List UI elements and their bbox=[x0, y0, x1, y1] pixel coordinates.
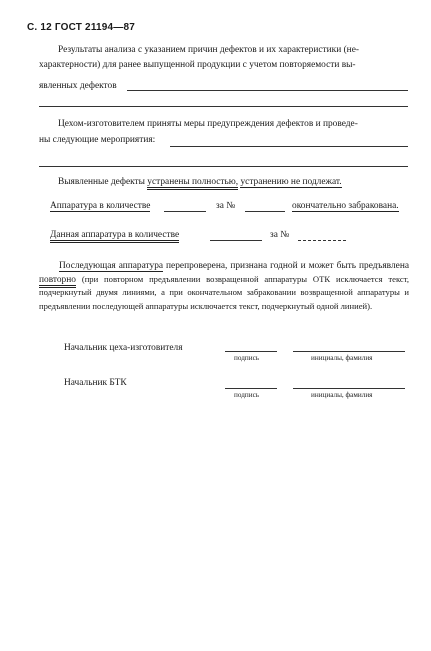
given-qty-field bbox=[210, 240, 262, 241]
subsequent-text-2: (при повторном предъявлении возвращенной аппаратуры ОТК исключается текст, подчеркнутый двумя линиями, а при окончательном забраковании возвращенной аппаратуры и предъявлении последующей аппаратуры исключается текст, подчеркнутый одной линией). bbox=[39, 273, 409, 311]
subsequent-underlined: Последующая аппаратура bbox=[59, 261, 164, 271]
results-line-3: явленных дефектов bbox=[39, 81, 117, 91]
defects-line bbox=[58, 176, 342, 189]
rejected-text-3: окончательно забракована. bbox=[292, 201, 399, 211]
rejected-text-1: Аппаратура в количестве bbox=[50, 201, 151, 211]
head-qc-signature-caption: подпись bbox=[234, 391, 260, 399]
given-text-2: за № bbox=[270, 230, 290, 240]
given-number-field bbox=[298, 240, 346, 241]
results-line-1: Результаты анализа с указанием причин дефектов и их характеристики (не- bbox=[58, 45, 359, 55]
head-shop-signature-line bbox=[225, 351, 277, 352]
head-shop-name-line bbox=[293, 351, 405, 352]
given-text-1: Данная аппаратура в количестве bbox=[50, 230, 179, 243]
results-fill-line-1 bbox=[127, 90, 408, 91]
page-header: С. 12 ГОСТ 21194—87 bbox=[27, 22, 136, 33]
defects-option-fixed: устранены полностью, bbox=[147, 177, 238, 190]
results-fill-line-2 bbox=[39, 106, 408, 107]
subsequent-paragraph bbox=[39, 260, 409, 313]
rejected-line bbox=[50, 200, 150, 213]
measures-line-1: Цехом-изготовителем приняты меры предупреждения дефектов и проведе- bbox=[58, 119, 358, 129]
measures-fill-line-2 bbox=[39, 166, 408, 167]
rejected-number-field bbox=[245, 211, 285, 212]
given-line bbox=[50, 229, 179, 242]
head-shop-name-caption: инициалы, фамилия bbox=[311, 354, 373, 362]
subsequent-text-1: перепроверена, признана годной и может быть предъявлена bbox=[163, 261, 409, 271]
subsequent-repeat: повторно bbox=[39, 275, 76, 288]
defects-option-not-fixable: устранению не подлежат. bbox=[240, 177, 342, 187]
head-qc-signature-line bbox=[225, 388, 277, 389]
measures-line-2: ны следующие мероприятия: bbox=[39, 135, 156, 145]
head-shop-label: Начальник цеха-изготовителя bbox=[64, 343, 183, 353]
rejected-qty-field bbox=[164, 211, 206, 212]
results-line-2: характерности) для ранее выпущенной продукции с учетом повторяемости вы- bbox=[39, 60, 356, 70]
head-qc-name-line bbox=[293, 388, 405, 389]
head-qc-name-caption: инициалы, фамилия bbox=[311, 391, 373, 399]
rejected-text-2: за № bbox=[216, 201, 236, 211]
head-qc-label: Начальник БТК bbox=[64, 378, 127, 388]
measures-fill-line-1 bbox=[170, 146, 408, 147]
defects-prefix: Выявленные дефекты bbox=[58, 177, 148, 187]
head-shop-signature-caption: подпись bbox=[234, 354, 260, 362]
rejected-text-3-wrap bbox=[292, 200, 399, 213]
